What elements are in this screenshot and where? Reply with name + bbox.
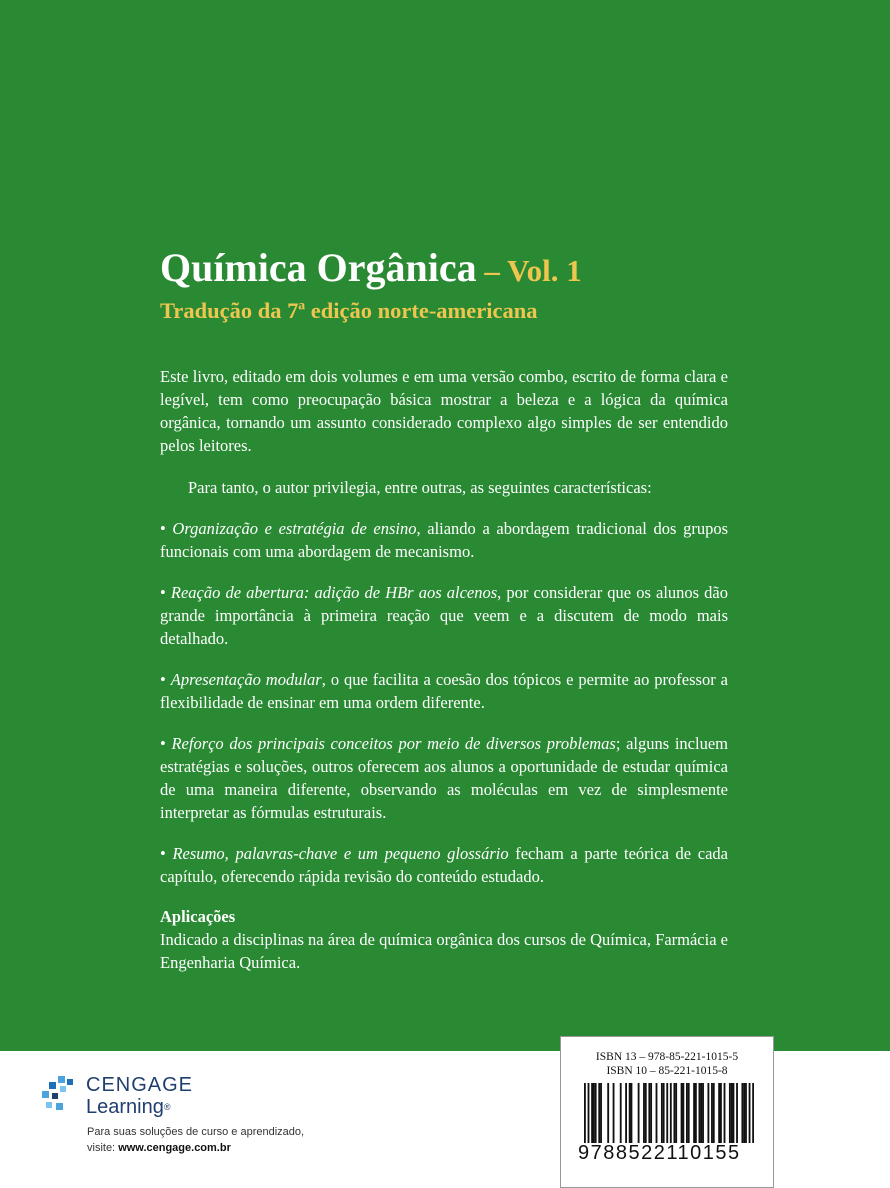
bullet: •: [160, 670, 171, 689]
feature-emphasis: Resumo, palavras-chave e um pequeno glossário: [172, 844, 509, 863]
feature-text: ; alguns incluem estratégias e soluções, outros oferecem aos alunos a oportunidade de estudar química de uma maneira diferente, observando as moléculas em vez de simplesmente interpretar as fórmulas estruturais.: [160, 734, 728, 822]
feature-item: [160, 668, 728, 714]
feature-text: , o que facilita a coesão dos tópicos e permite ao professor a flexibilidade de ensinar em uma ordem diferente.: [160, 670, 728, 712]
barcode-bar: [650, 1083, 652, 1143]
tagline-line-1: Para suas soluções de curso e aprendizado,: [87, 1126, 305, 1138]
feature-emphasis: Reação de abertura: adição de HBr aos alcenos: [170, 583, 498, 602]
barcode-bar: [598, 1083, 600, 1143]
barcode-bar: [670, 1083, 672, 1143]
cengage-logo: [40, 1074, 220, 1124]
feature-emphasis: Reforço dos principais conceitos por meio de diversos problemas: [171, 734, 616, 753]
barcode-bar: [729, 1083, 731, 1143]
book-title: [160, 244, 728, 295]
barcode-bar: [663, 1083, 665, 1143]
barcode-bar: [707, 1083, 709, 1143]
cengage-logo-text: [86, 1074, 193, 1118]
barcode-bar: [731, 1083, 733, 1143]
barcode-bar: [702, 1083, 704, 1143]
bullet: •: [160, 844, 173, 863]
feature-emphasis: Organização e estratégia de ensino: [172, 519, 417, 538]
barcode-bar: [648, 1083, 650, 1143]
barcode-bar: [752, 1083, 754, 1143]
barcode-bar: [620, 1083, 622, 1143]
barcode-bar: [625, 1083, 627, 1143]
tagline-prefix: visite:: [87, 1142, 119, 1154]
barcode-bar: [593, 1083, 595, 1143]
bullet: •: [160, 734, 172, 753]
barcode-bar: [745, 1083, 747, 1143]
barcode-bar: [749, 1083, 751, 1143]
barcode-bar: [675, 1083, 677, 1143]
barcode-bar: [645, 1083, 647, 1143]
applications-heading: Aplicações: [160, 907, 236, 926]
barcode-bar: [693, 1083, 695, 1143]
barcode-bar: [638, 1083, 640, 1143]
barcode-bar: [736, 1083, 738, 1143]
barcode-bars: [584, 1083, 754, 1143]
barcode-bar: [724, 1083, 726, 1143]
barcode-bar: [686, 1083, 688, 1143]
feature-item: [160, 732, 728, 824]
barcode-bar: [666, 1083, 668, 1143]
publisher-url: www.cengage.com.br: [118, 1142, 231, 1154]
barcode-number: 9788522110155: [578, 1142, 741, 1164]
barcode-bar: [656, 1083, 658, 1143]
lead-paragraph: Para tanto, o autor privilegia, entre outras, as seguintes características:: [188, 478, 652, 497]
barcode-bar: [711, 1083, 713, 1143]
barcode-bar: [720, 1083, 722, 1143]
logo-line-2-text: Learning: [86, 1096, 164, 1118]
tagline-line-2: [87, 1140, 304, 1156]
barcode-bar: [713, 1083, 715, 1143]
logo-line-1: CENGAGE: [86, 1074, 194, 1096]
feature-text: , aliando a abordagem tradicional dos grupos funcionais com uma abordagem de mecanismo.: [160, 519, 728, 561]
barcode-bar: [584, 1083, 586, 1143]
barcode-bar: [682, 1083, 684, 1143]
logo-line-2: [86, 1096, 193, 1118]
barcode-bar: [718, 1083, 720, 1143]
barcode-bar: [613, 1083, 615, 1143]
barcode-bar: [695, 1083, 697, 1143]
barcode-bar: [733, 1083, 735, 1143]
isbn-13: ISBN 13 – 978-85-221-1015-5: [595, 1051, 739, 1063]
barcode-bar: [607, 1083, 609, 1143]
barcode-bar: [661, 1083, 663, 1143]
barcode-bar: [600, 1083, 602, 1143]
back-cover-content: [160, 244, 728, 974]
registered-mark: ®: [163, 1102, 171, 1112]
feature-item: [160, 842, 728, 888]
cengage-logo-icon: [40, 1076, 80, 1116]
applications-text: Indicado a disciplinas na área de química orgânica dos cursos de Química, Farmácia e Engenharia Química.: [160, 930, 728, 972]
feature-item: [160, 517, 728, 563]
barcode-bar: [591, 1083, 593, 1143]
barcode-bar: [741, 1083, 743, 1143]
book-volume: – Vol. 1: [476, 253, 582, 288]
barcode-bar: [588, 1083, 590, 1143]
bullet: •: [160, 583, 171, 602]
publisher-tagline: [87, 1124, 304, 1156]
barcode-bar: [688, 1083, 690, 1143]
isbn-10: ISBN 10 – 85-221-1015-8: [606, 1065, 728, 1077]
barcode-bar: [595, 1083, 597, 1143]
feature-text: , por considerar que os alunos dão grande importância à primeira reação que veem e a discutem de modo mais detalhado.: [160, 583, 729, 648]
bullet: •: [160, 519, 173, 538]
barcode-bar: [673, 1083, 675, 1143]
barcode-bar: [631, 1083, 633, 1143]
book-subtitle: Tradução da 7ª edição norte-americana: [160, 298, 538, 323]
barcode-bar: [629, 1083, 631, 1143]
barcode-bar: [699, 1083, 701, 1143]
feature-text: fecham a parte teórica de cada capítulo, oferecendo rápida revisão do conteúdo estudado.: [160, 844, 728, 886]
feature-emphasis: Apresentação modular: [170, 670, 322, 689]
barcode-bar: [681, 1083, 683, 1143]
book-title-main: Química Orgânica: [160, 245, 477, 290]
barcode-bar: [700, 1083, 702, 1143]
intro-paragraph: Este livro, editado em dois volumes e em uma versão combo, escrito de forma clara e legível, tem como preocupação básica mostrar a beleza e a lógica da química orgânica, tornando um assunto considerado complexo algo simples de ser entendido pelos leitores.: [160, 367, 728, 455]
feature-item: [160, 581, 728, 650]
barcode-bar: [743, 1083, 745, 1143]
barcode-bar: [643, 1083, 645, 1143]
